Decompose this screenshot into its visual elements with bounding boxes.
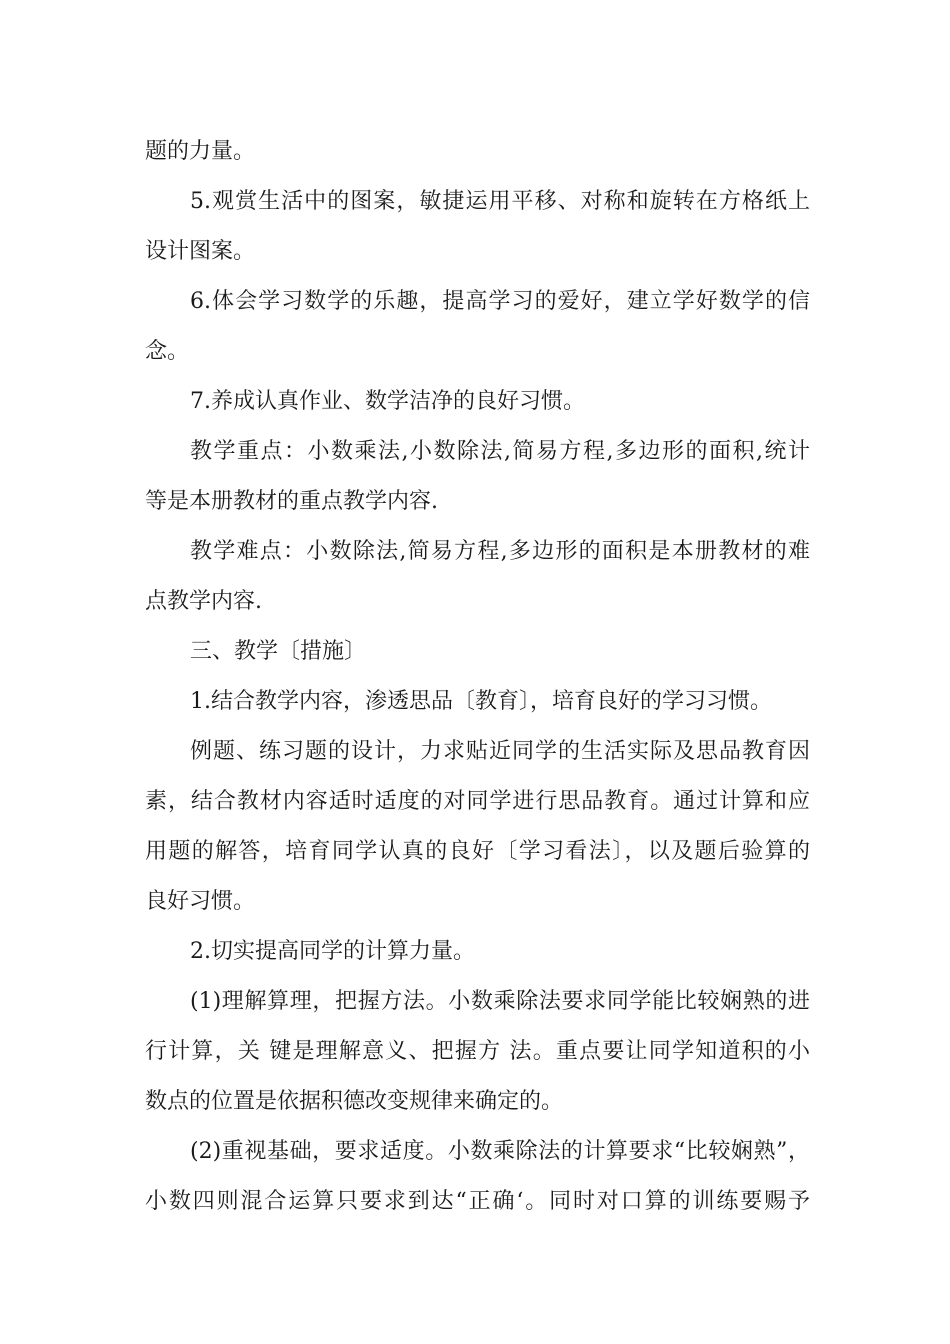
text-line: 设计图案。 [145,239,256,264]
text-line: 数点的位置是依据积德改变规律来确定的。 [145,1089,564,1114]
text-line: 念。 [145,339,190,364]
text-line: (2)重视基础，要求适度。小数乘除法的计算要求“比较娴熟”， [190,1139,810,1164]
text-line: 教学难点：小数除法,简易方程,多边形的面积是本册教材的难 [190,539,810,564]
text-line: (1)理解算理，把握方法。小数乘除法要求同学能比较娴熟的进 [190,989,810,1014]
text-line: 5.观赏生活中的图案，敏捷运用平移、对称和旋转在方格纸上 [190,189,810,214]
text-line: 等是本册教材的重点教学内容. [145,489,438,514]
text-line: 点教学内容. [145,589,262,614]
text-line: 素，结合教材内容适时适度的对同学进行思品教育。通过计算和应 [145,789,810,814]
text-line: 2.切实提高同学的计算力量。 [190,939,475,964]
text-line: 用题的解答，培育同学认真的良好〔学习看法〕，以及题后验算的 [145,839,810,864]
text-line: 6.体会学习数学的乐趣，提高学习的爱好，建立学好数学的信 [190,289,810,314]
text-line: 教学重点：小数乘法,小数除法,简易方程,多边形的面积,统计 [190,439,810,464]
text-line: 1.结合教学内容，渗透思品〔教育〕，培育良好的学习习惯。 [190,689,772,714]
text-line: 良好习惯。 [145,889,256,914]
section-heading: 三、教学〔措施〕 [190,639,367,664]
text-line: 行计算，关 键是理解意义、把握方 法。重点要让同学知道积的小 [145,1039,810,1064]
text-line: 题的力量。 [145,139,256,164]
text-line: 小数四则混合运算只要求到达“正确‘。同时对口算的训练要赐予 [145,1189,810,1214]
text-line: 7.养成认真作业、数学洁净的良好习惯。 [190,389,585,414]
text-line: 例题、练习题的设计，力求贴近同学的生活实际及思品教育因 [190,739,810,764]
